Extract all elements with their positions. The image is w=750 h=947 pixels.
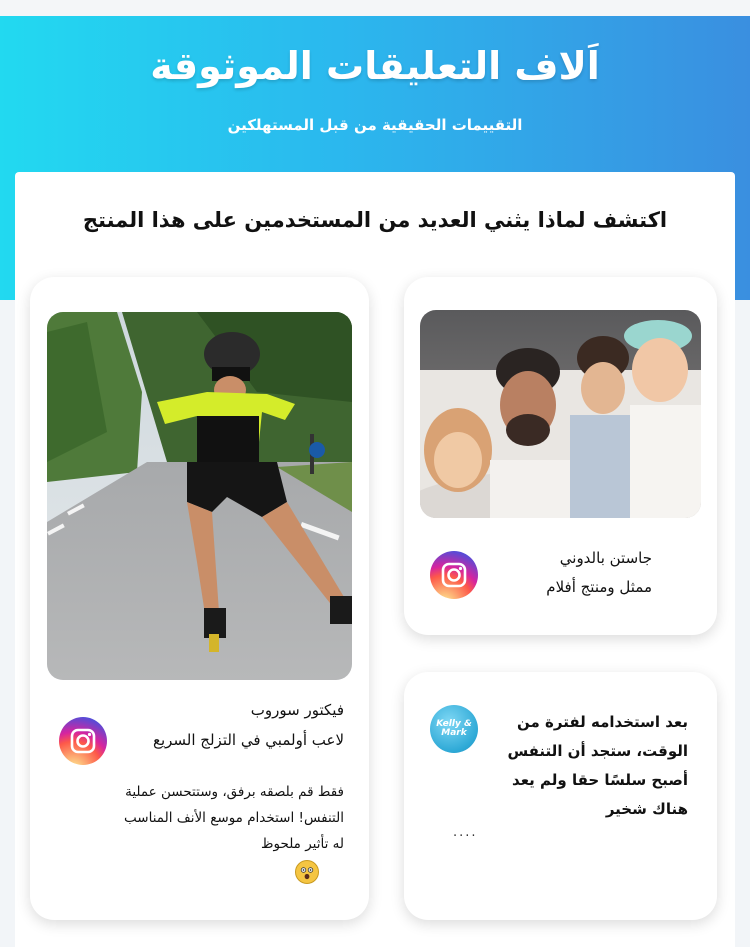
astonished-face-emoji	[295, 860, 319, 884]
review-text-line-3: له تأثير ملحوظ	[261, 836, 344, 852]
review-text-line-2: الوقت، ستجد أن التنفس	[507, 742, 688, 760]
review-card-justin	[404, 277, 717, 635]
review-card-kelly-mark	[404, 672, 717, 920]
review-text-line-3: أصبح سلسًا حقا ولم يعد	[512, 771, 688, 789]
reviewer-name: جاستن بالدوني	[559, 549, 652, 567]
section-heading: اكتشف لماذا يثني العديد من المستخدمين على هذا المنتج	[82, 208, 668, 232]
ellipsis: ....	[453, 825, 478, 840]
reviewer-role: لاعب أولمبي في التزلج السريع	[152, 731, 344, 749]
inline-skater-photo	[47, 312, 352, 680]
review-text-line-1: فقط قم بلصقه برفق، وستتحسن عملية	[125, 784, 344, 800]
instagram-icon[interactable]	[430, 551, 478, 599]
hero-subtitle: التقييمات الحقيقية من قبل المستهلكين	[227, 116, 523, 134]
kelly-and-mark-logo: Kelly & Mark	[430, 705, 478, 753]
family-in-bed-photo	[420, 310, 701, 518]
review-card-victor	[30, 277, 369, 920]
top-band	[0, 0, 750, 16]
reviewer-name: فيكتور سوروب	[250, 701, 344, 719]
review-text-line-1: بعد استخدامه لفترة من	[517, 713, 688, 731]
review-text-line-2: التنفس! استخدام موسع الأنف المناسب	[124, 810, 344, 826]
instagram-icon[interactable]	[59, 717, 107, 765]
review-text-line-4: هناك شخير	[605, 800, 688, 818]
reviewer-role: ممثل ومنتج أفلام	[546, 578, 652, 596]
hero-title: اَلاف التعليقات الموثوقة	[150, 44, 600, 88]
